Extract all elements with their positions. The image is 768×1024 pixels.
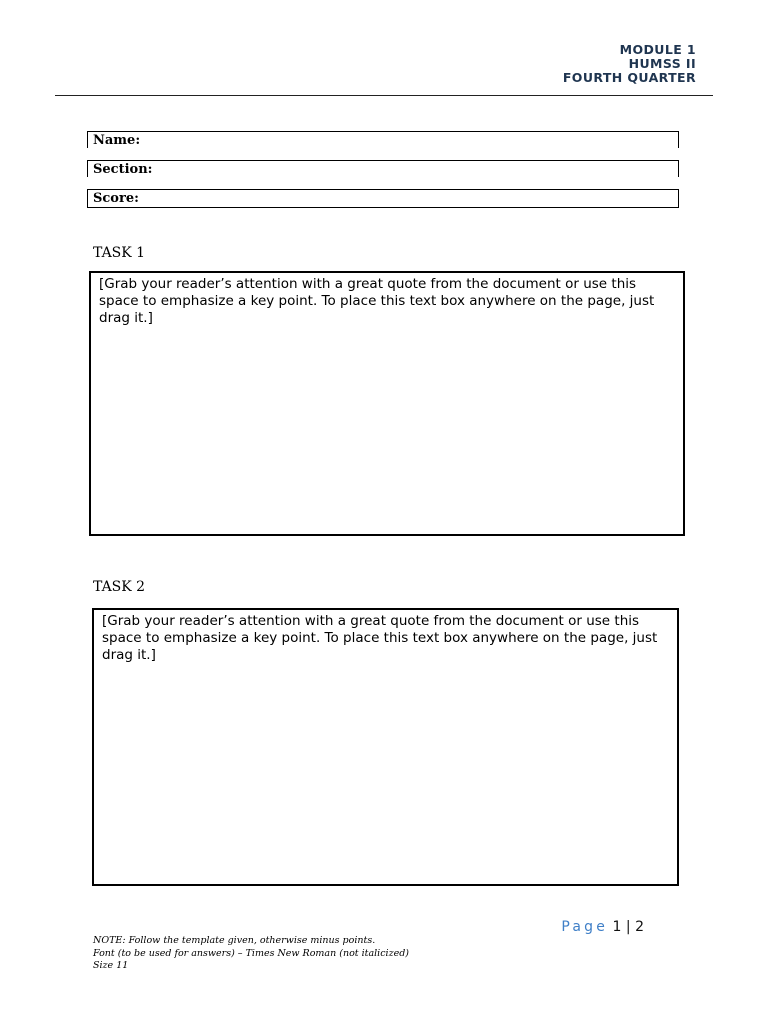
section-field[interactable] [87,160,679,177]
page-separator: | [625,919,631,935]
note-line-1: NOTE: Follow the template given, otherwise minus points. [93,935,376,946]
section-label: Section: [93,162,153,177]
document-header [563,43,696,85]
page-current: 1 [612,919,622,935]
note-line-2: Font (to be used for answers) – Times New Roman (not italicized) [93,947,409,959]
page-number [561,919,644,935]
score-field[interactable] [87,189,679,208]
page-total: 2 [635,919,644,935]
task-2-textbox[interactable] [92,608,679,886]
score-label: Score: [93,191,139,206]
page-word: Page [561,919,609,935]
note-line-3: Size 11 [93,960,129,971]
subject-title: HUMSS II [628,56,696,71]
task-2-label: TASK 2 [93,579,146,595]
name-label: Name: [93,133,141,148]
quarter-title: FOURTH QUARTER [562,70,696,85]
module-title: MODULE 1 [619,42,696,57]
task-1-label: TASK 1 [93,245,146,261]
name-field[interactable] [87,131,679,148]
task-1-textbox[interactable] [89,271,685,536]
header-divider [55,95,713,96]
footer-note [93,935,409,973]
task-2-placeholder: [Grab your reader’s attention with a great quote from the document or use this space to emphasize a key point. To place this text box anywhere on the page, just drag it.] [102,613,658,663]
task-1-placeholder: [Grab your reader’s attention with a great quote from the document or use this space to emphasize a key point. To place this text box anywhere on the page, just drag it.] [99,276,655,326]
